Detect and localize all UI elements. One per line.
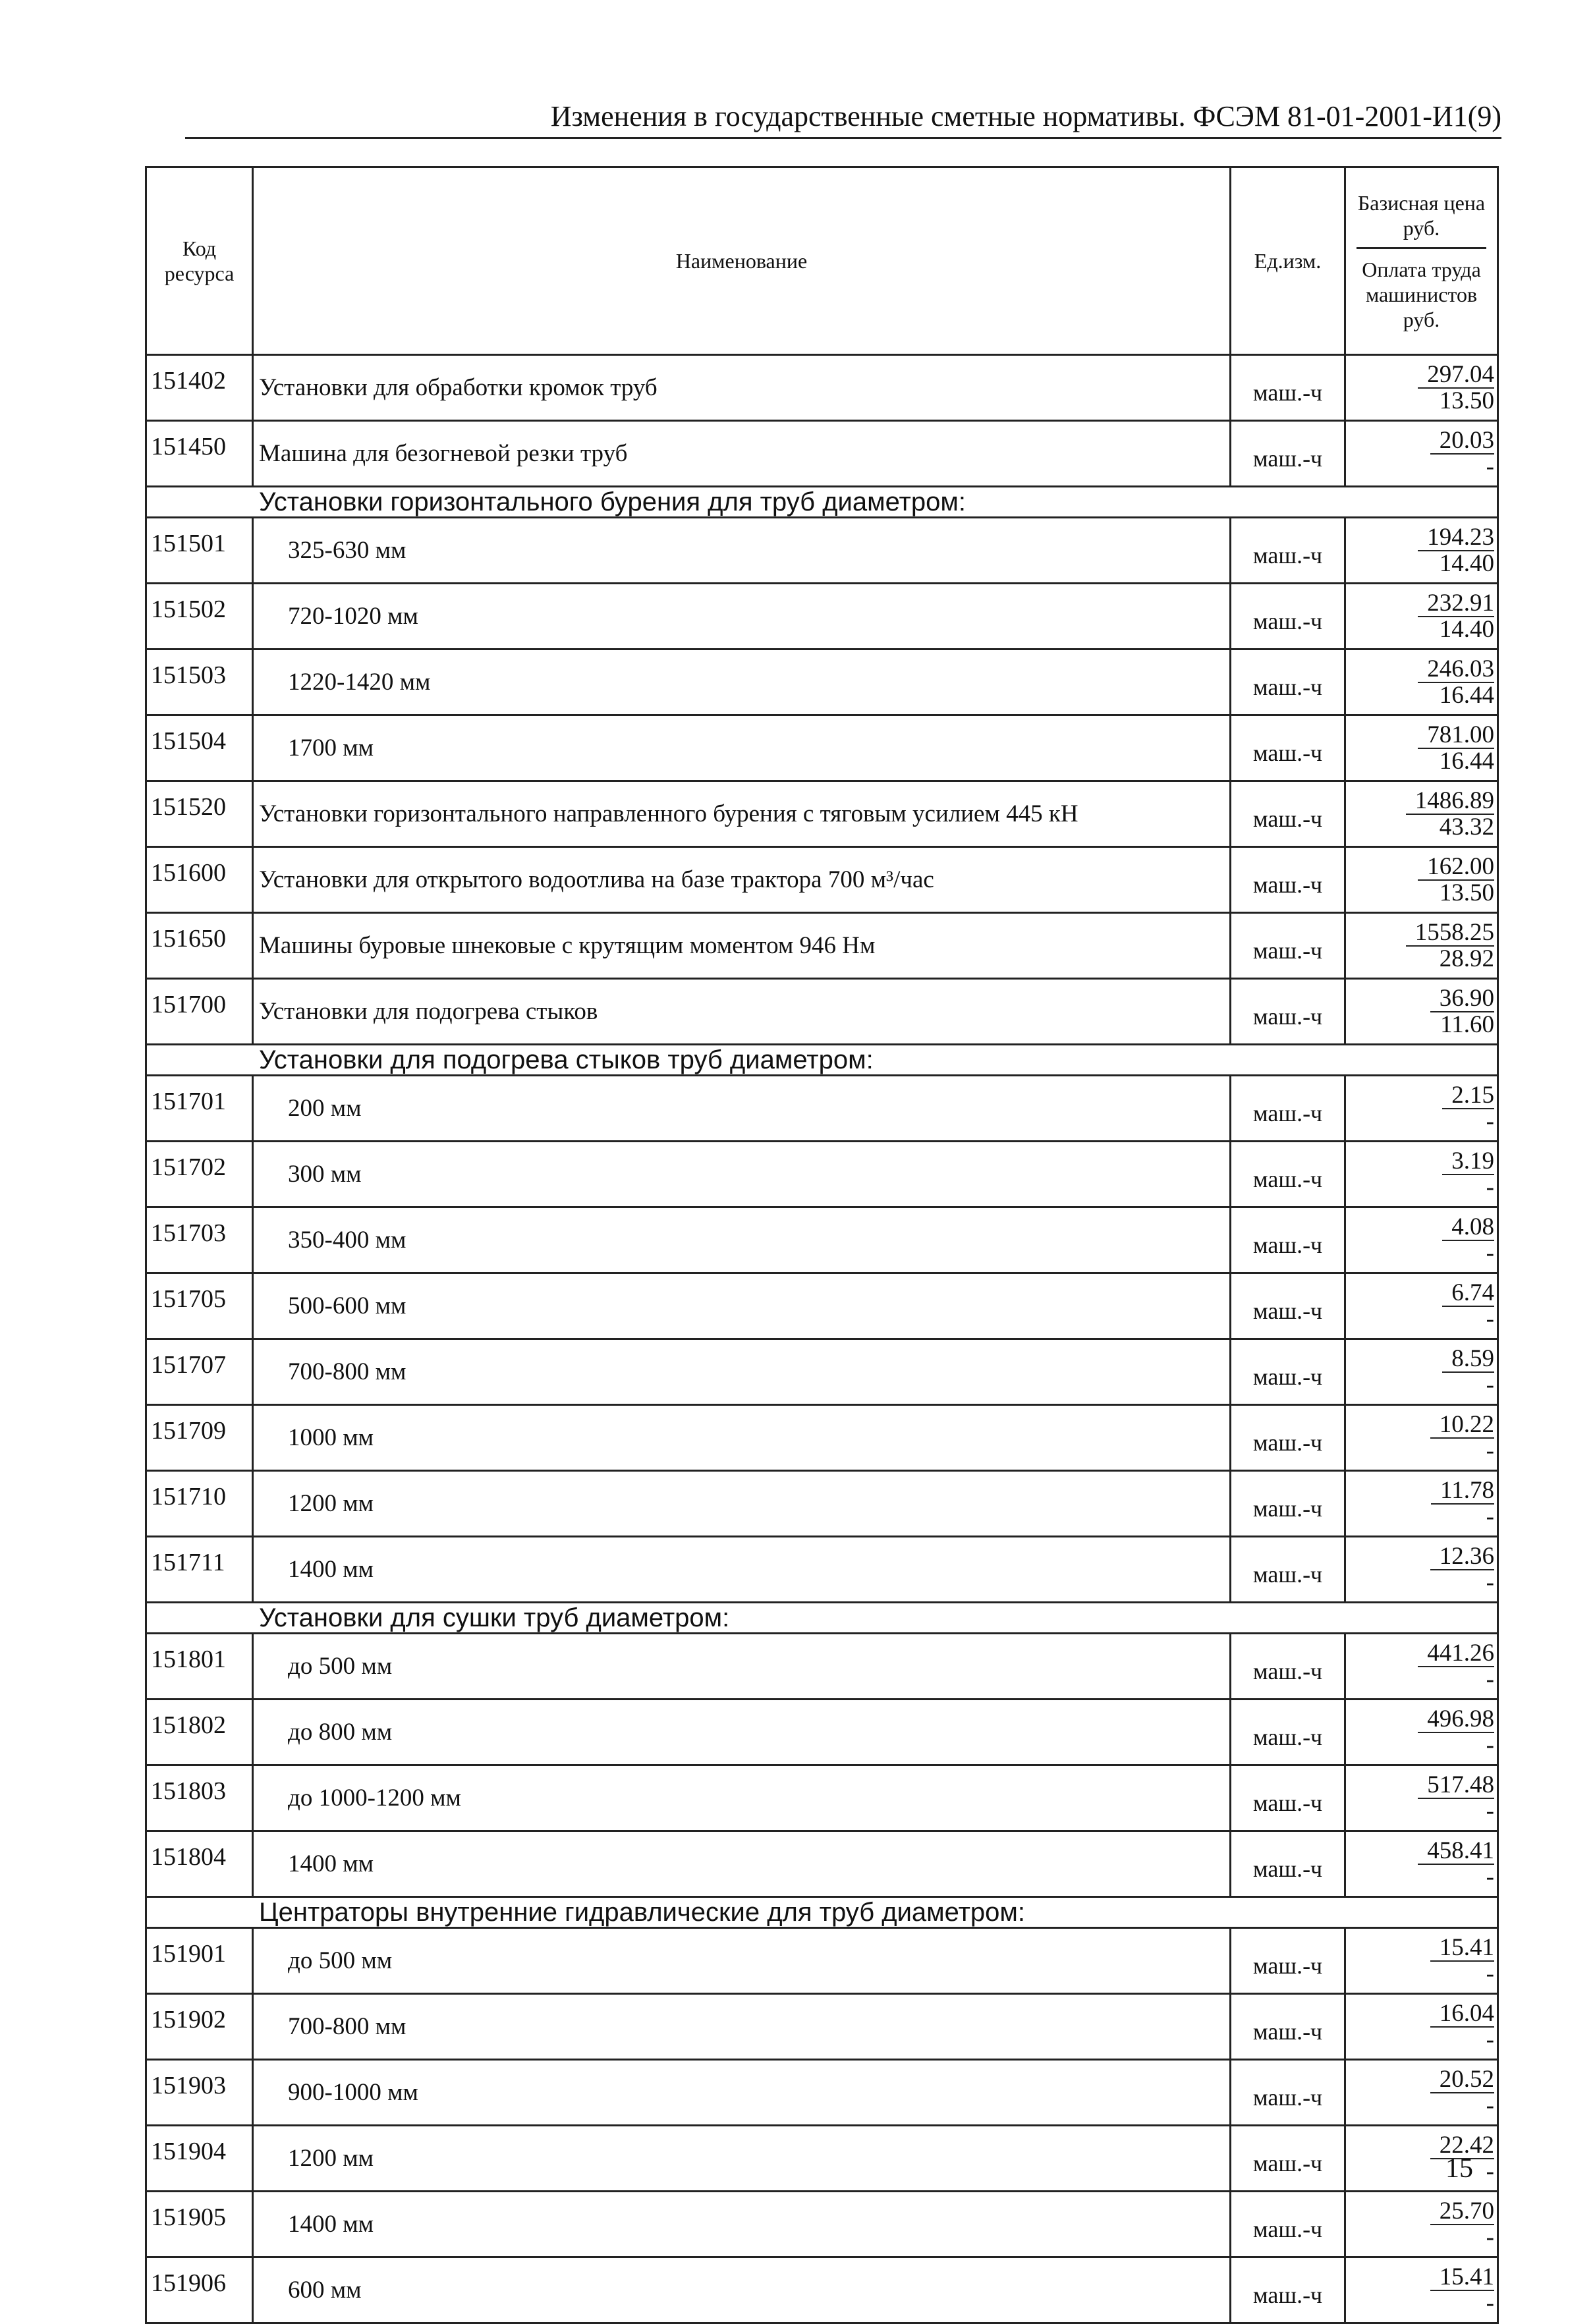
operator-wage: 14.40 [1439, 615, 1494, 643]
price-cell [1345, 355, 1498, 421]
group-heading-row [146, 487, 1498, 518]
resource-unit: маш.-ч [1231, 355, 1345, 421]
table-row [146, 1831, 1498, 1897]
table-row [146, 979, 1498, 1045]
resource-unit: маш.-ч [1231, 2192, 1345, 2257]
price-cell [1345, 1831, 1498, 1897]
resource-code: 151703 [146, 1207, 253, 1273]
table-row [146, 2060, 1498, 2126]
resource-unit: маш.-ч [1231, 1765, 1345, 1831]
page-header [185, 97, 1501, 139]
base-price: 1558.25 [1406, 920, 1494, 947]
resource-code: 151803 [146, 1765, 253, 1831]
column-header-name: Наименование [253, 167, 1231, 355]
base-price: 25.70 [1430, 2199, 1494, 2225]
base-price: 36.90 [1430, 986, 1494, 1012]
base-price: 2.15 [1442, 1083, 1494, 1109]
base-price: 8.59 [1442, 1346, 1494, 1373]
resource-table [145, 166, 1499, 2324]
resource-unit: маш.-ч [1231, 2257, 1345, 2323]
resource-name: Установки для открытого водоотлива на базе трактора 700 м³/час [253, 847, 1231, 913]
operator-wage: - [1486, 1665, 1494, 1693]
base-price: 20.03 [1430, 428, 1494, 455]
resource-name: Машина для безогневой резки труб [253, 421, 1231, 487]
resource-name: 900-1000 мм [253, 2060, 1231, 2126]
base-price: 517.48 [1418, 1773, 1494, 1799]
resource-name: 500-600 мм [253, 1273, 1231, 1339]
table-row [146, 2192, 1498, 2257]
operator-wage: 43.32 [1439, 813, 1494, 841]
resource-name: до 800 мм [253, 1700, 1231, 1765]
base-price: 162.00 [1418, 854, 1494, 881]
resource-code: 151520 [146, 781, 253, 847]
base-price: 10.22 [1430, 1412, 1494, 1439]
resource-name: 1400 мм [253, 2192, 1231, 2257]
price-cell [1345, 979, 1498, 1045]
price-cell [1345, 1700, 1498, 1765]
price-cell [1345, 1634, 1498, 1700]
price-cell [1345, 1994, 1498, 2060]
table-row [146, 584, 1498, 650]
resource-name: 1400 мм [253, 1537, 1231, 1603]
base-price: 194.23 [1418, 525, 1494, 551]
resource-name: 325-630 мм [253, 518, 1231, 584]
table-row [146, 1273, 1498, 1339]
resource-unit: маш.-ч [1231, 1928, 1345, 1994]
base-price: 12.36 [1430, 1544, 1494, 1570]
resource-unit: маш.-ч [1231, 1994, 1345, 2060]
operator-wage: 14.40 [1439, 549, 1494, 577]
table-row [146, 1471, 1498, 1537]
price-cell [1345, 2126, 1498, 2192]
price-cell [1345, 781, 1498, 847]
base-price: 781.00 [1418, 723, 1494, 749]
base-price: 20.52 [1430, 2067, 1494, 2093]
resource-code: 151501 [146, 518, 253, 584]
table-row [146, 1928, 1498, 1994]
price-cell [1345, 1537, 1498, 1603]
resource-code: 151650 [146, 913, 253, 979]
price-cell [1345, 1339, 1498, 1405]
operator-wage: - [1486, 1107, 1494, 1135]
operator-wage: - [1486, 1305, 1494, 1333]
operator-wage: 28.92 [1439, 945, 1494, 972]
resource-name: 200 мм [253, 1076, 1231, 1142]
operator-wage: - [1486, 2026, 1494, 2053]
base-price: 4.08 [1442, 1215, 1494, 1241]
base-price: 3.19 [1442, 1149, 1494, 1175]
column-header-wage: Оплата труда машинистов руб. [1362, 257, 1481, 331]
table-row [146, 913, 1498, 979]
resource-unit: маш.-ч [1231, 1471, 1345, 1537]
resource-code: 151700 [146, 979, 253, 1045]
base-price: 297.04 [1418, 362, 1494, 389]
resource-name: 600 мм [253, 2257, 1231, 2323]
resource-unit: маш.-ч [1231, 584, 1345, 650]
base-price: 15.41 [1430, 1935, 1494, 1962]
resource-unit: маш.-ч [1231, 1273, 1345, 1339]
table-row [146, 518, 1498, 584]
resource-name: 1200 мм [253, 2126, 1231, 2192]
operator-wage: - [1486, 2223, 1494, 2251]
operator-wage: 13.50 [1439, 879, 1494, 906]
price-cell [1345, 847, 1498, 913]
resource-code: 151904 [146, 2126, 253, 2192]
price-cell [1345, 715, 1498, 781]
group-heading: Центраторы внутренние гидравлические для труб диаметром: [146, 1897, 1498, 1928]
group-heading-row [146, 1045, 1498, 1076]
base-price: 15.41 [1430, 2265, 1494, 2291]
operator-wage: - [1486, 1503, 1494, 1530]
operator-wage: 11.60 [1440, 1010, 1494, 1038]
table-row [146, 1537, 1498, 1603]
operator-wage: - [1486, 1437, 1494, 1464]
table-row [146, 715, 1498, 781]
base-price: 22.42 [1430, 2133, 1494, 2159]
price-cell [1345, 1273, 1498, 1339]
resource-unit: маш.-ч [1231, 2060, 1345, 2126]
table-row [146, 781, 1498, 847]
resource-unit: маш.-ч [1231, 2126, 1345, 2192]
resource-unit: маш.-ч [1231, 1207, 1345, 1273]
price-cell [1345, 584, 1498, 650]
resource-code: 151710 [146, 1471, 253, 1537]
operator-wage: 16.44 [1439, 681, 1494, 709]
base-price: 1486.89 [1406, 788, 1494, 815]
table-header-row [146, 167, 1498, 355]
table-row [146, 1207, 1498, 1273]
resource-code: 151702 [146, 1142, 253, 1207]
table-row [146, 1994, 1498, 2060]
table-row [146, 1765, 1498, 1831]
column-header-code: Код ресурса [146, 167, 253, 355]
resource-code: 151801 [146, 1634, 253, 1700]
resource-code: 151709 [146, 1405, 253, 1471]
price-cell [1345, 2060, 1498, 2126]
resource-name: 1400 мм [253, 1831, 1231, 1897]
resource-table-body [146, 167, 1498, 2323]
resource-name: Установки для подогрева стыков [253, 979, 1231, 1045]
price-cell [1345, 913, 1498, 979]
price-cell [1345, 1076, 1498, 1142]
resource-code: 151705 [146, 1273, 253, 1339]
price-cell [1345, 518, 1498, 584]
table-row [146, 2257, 1498, 2323]
group-heading: Установки для сушки труб диаметром: [146, 1603, 1498, 1634]
table-row [146, 650, 1498, 715]
resource-code: 151802 [146, 1700, 253, 1765]
resource-unit: маш.-ч [1231, 847, 1345, 913]
price-cell [1345, 1471, 1498, 1537]
base-price: 246.03 [1418, 657, 1494, 683]
resource-unit: маш.-ч [1231, 1405, 1345, 1471]
price-cell [1345, 1765, 1498, 1831]
resource-unit: маш.-ч [1231, 650, 1345, 715]
base-price: 441.26 [1418, 1641, 1494, 1667]
base-price: 458.41 [1418, 1839, 1494, 1865]
resource-code: 151502 [146, 584, 253, 650]
price-cell [1345, 1207, 1498, 1273]
table-row [146, 1405, 1498, 1471]
resource-name: 350-400 мм [253, 1207, 1231, 1273]
page-number: 15 [1445, 2153, 1473, 2184]
base-price: 11.78 [1431, 1478, 1494, 1505]
price-cell [1345, 1928, 1498, 1994]
resource-name: 700-800 мм [253, 1339, 1231, 1405]
resource-code: 151902 [146, 1994, 253, 2060]
resource-code: 151711 [146, 1537, 253, 1603]
resource-name: до 1000-1200 мм [253, 1765, 1231, 1831]
operator-wage: - [1486, 1863, 1494, 1891]
operator-wage: - [1486, 2289, 1494, 2317]
resource-unit: маш.-ч [1231, 1634, 1345, 1700]
resource-name: 1200 мм [253, 1471, 1231, 1537]
resource-code: 151701 [146, 1076, 253, 1142]
resource-code: 151402 [146, 355, 253, 421]
operator-wage: - [1486, 1960, 1494, 1987]
price-cell [1345, 421, 1498, 487]
operator-wage: - [1486, 1797, 1494, 1825]
resource-unit: маш.-ч [1231, 979, 1345, 1045]
group-heading: Установки для подогрева стыков труб диаметром: [146, 1045, 1498, 1076]
resource-code: 151903 [146, 2060, 253, 2126]
resource-unit: маш.-ч [1231, 518, 1345, 584]
resource-unit: маш.-ч [1231, 1339, 1345, 1405]
base-price: 16.04 [1430, 2001, 1494, 2028]
resource-code: 151450 [146, 421, 253, 487]
resource-code: 151600 [146, 847, 253, 913]
resource-name: до 500 мм [253, 1634, 1231, 1700]
price-cell [1345, 650, 1498, 715]
page-header-title: Изменения в государственные сметные нормативы. ФСЭМ 81-01-2001-И1(9) [550, 100, 1501, 132]
operator-wage: - [1486, 2157, 1494, 2185]
resource-unit: маш.-ч [1231, 913, 1345, 979]
table-row [146, 847, 1498, 913]
resource-code: 151504 [146, 715, 253, 781]
resource-unit: маш.-ч [1231, 1142, 1345, 1207]
table-row [146, 355, 1498, 421]
group-heading: Установки горизонтального бурения для труб диаметром: [146, 487, 1498, 518]
operator-wage: - [1486, 1173, 1494, 1201]
operator-wage: 16.44 [1439, 747, 1494, 775]
group-heading-row [146, 1603, 1498, 1634]
table-row [146, 1700, 1498, 1765]
resource-name: Установки горизонтального направленного бурения с тяговым усилием 445 кН [253, 781, 1231, 847]
resource-unit: маш.-ч [1231, 421, 1345, 487]
resource-code: 151804 [146, 1831, 253, 1897]
operator-wage: - [1486, 1568, 1494, 1596]
table-row [146, 2126, 1498, 2192]
resource-unit: маш.-ч [1231, 1076, 1345, 1142]
column-header-price [1345, 167, 1498, 355]
column-header-base-price: Базисная цена руб. [1357, 190, 1486, 249]
operator-wage: - [1486, 1371, 1494, 1398]
column-header-unit: Ед.изм. [1231, 167, 1345, 355]
price-cell [1345, 1405, 1498, 1471]
resource-name: до 500 мм [253, 1928, 1231, 1994]
resource-name: 1220-1420 мм [253, 650, 1231, 715]
operator-wage: - [1486, 2091, 1494, 2119]
base-price: 496.98 [1418, 1707, 1494, 1733]
resource-name: 1700 мм [253, 715, 1231, 781]
operator-wage: - [1486, 453, 1494, 480]
resource-name: 700-800 мм [253, 1994, 1231, 2060]
table-row [146, 1142, 1498, 1207]
table-row [146, 1634, 1498, 1700]
group-heading-row [146, 1897, 1498, 1928]
table-row [146, 421, 1498, 487]
table-row [146, 1076, 1498, 1142]
resource-name: 1000 мм [253, 1405, 1231, 1471]
resource-name: 300 мм [253, 1142, 1231, 1207]
resource-code: 151905 [146, 2192, 253, 2257]
base-price: 232.91 [1418, 591, 1494, 617]
operator-wage: - [1486, 1731, 1494, 1759]
table-row [146, 1339, 1498, 1405]
resource-code: 151503 [146, 650, 253, 715]
resource-unit: маш.-ч [1231, 1537, 1345, 1603]
resource-name: 720-1020 мм [253, 584, 1231, 650]
resource-code: 151707 [146, 1339, 253, 1405]
base-price: 6.74 [1442, 1281, 1494, 1307]
price-cell [1345, 2257, 1498, 2323]
resource-name: Машины буровые шнековые с крутящим моментом 946 Нм [253, 913, 1231, 979]
resource-name: Установки для обработки кромок труб [253, 355, 1231, 421]
operator-wage: - [1486, 1239, 1494, 1267]
price-cell [1345, 2192, 1498, 2257]
resource-unit: маш.-ч [1231, 1831, 1345, 1897]
resource-unit: маш.-ч [1231, 1700, 1345, 1765]
resource-unit: маш.-ч [1231, 715, 1345, 781]
operator-wage: 13.50 [1439, 387, 1494, 414]
price-cell [1345, 1142, 1498, 1207]
resource-unit: маш.-ч [1231, 781, 1345, 847]
resource-code: 151901 [146, 1928, 253, 1994]
resource-code: 151906 [146, 2257, 253, 2323]
